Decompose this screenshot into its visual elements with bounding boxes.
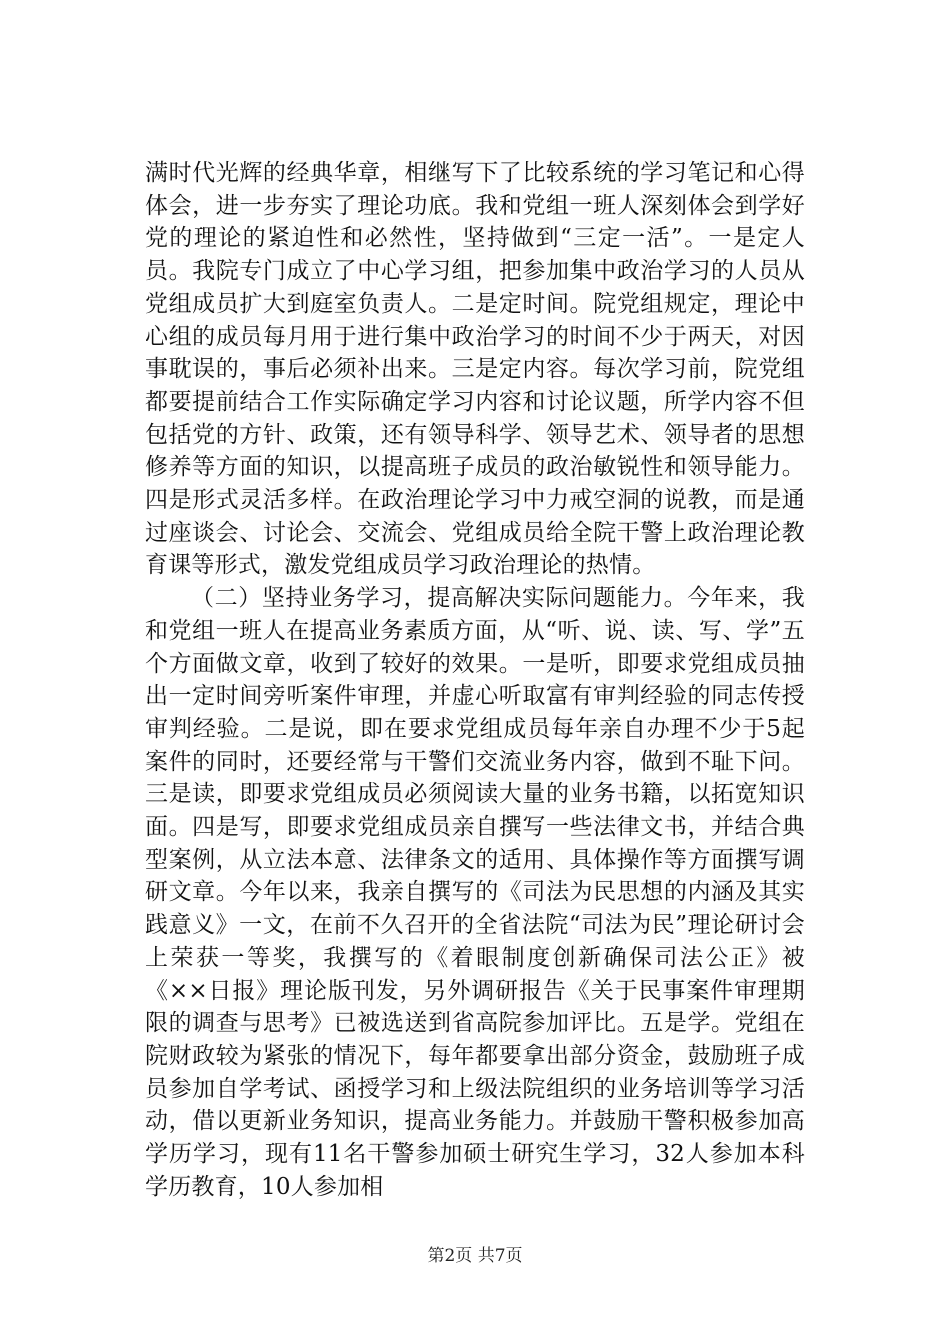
page-footer: 第2页 共7页 — [427, 1246, 523, 1266]
paragraph-1: 满时代光辉的经典华章，相继写下了比较系统的学习笔记和心得体会，进一步夯实了理论功底。我和党组一班人深刻体会到学好党的理论的紧迫性和必然性，坚持做到“三定一活”。一是定人员。我院专门成立了中心学习组，把参加集中政治学习的人员从党组成员扩大到庭室负责人。二是定时间。院党组规定，理论中心组的成员每月用于进行集中政治学习的时间不少于两天，对因事耽误的，事后必须补出来。三是定内容。每次学习前，院党组都要提前结合工作实际确定学习内容和讨论议题，所学内容不但包括党的方针、政策，还有领导科学、领导艺术、领导者的思想修养等方面的知识，以提高班子成员的政治敏锐性和领导能力。四是形式灵活多样。在政治理论学习中力戒空洞的说教，而是通过座谈会、讨论会、交流会、党组成员给全院干警上政治理论教育课等形式，激发党组成员学习政治理论的热情。 — [145, 160, 805, 579]
paragraph-2: （二）坚持业务学习，提高解决实际问题能力。今年来，我和党组一班人在提高业务素质方面，从“听、说、读、写、学”五个方面做文章，收到了较好的效果。一是听，即要求党组成员抽出一定时间旁听案件审理，并虚心听取富有审判经验的同志传授审判经验。二是说，即在要求党组成员每年亲自办理不少于5起案件的同时，还要经常与干警们交流业务内容，做到不耻下问。三是读，即要求党组成员必须阅读大量的业务书籍，以拓宽知识面。四是写，即要求党组成员亲自撰写一些法律文书，并结合典型案例，从立法本意、法律条文的适用、具体操作等方面撰写调研文章。今年以来，我亲自撰写的《司法为民思想的内涵及其实践意义》一文，在前不久召开的全省法院“司法为民”理论研讨会上荣获一等奖，我撰写的《着眼制度创新确保司法公正》被《××日报》理论版刊发，另外调研报告《关于民事案件审理期限的调查与思考》已被选送到省高院参加评比。五是学。党组在院财政较为紧张的情况下，每年都要拿出部分资金，鼓励班子成员参加自学考试、函授学习和上级法院组织的业务培训等学习活动，借以更新业务知识，提高业务能力。并鼓励干警积极参加高学历学习，现有11名干警参加硕士研究生学习，32人参加本科学历教育，10人参加相 — [145, 585, 805, 1200]
document-body — [145, 157, 805, 1204]
